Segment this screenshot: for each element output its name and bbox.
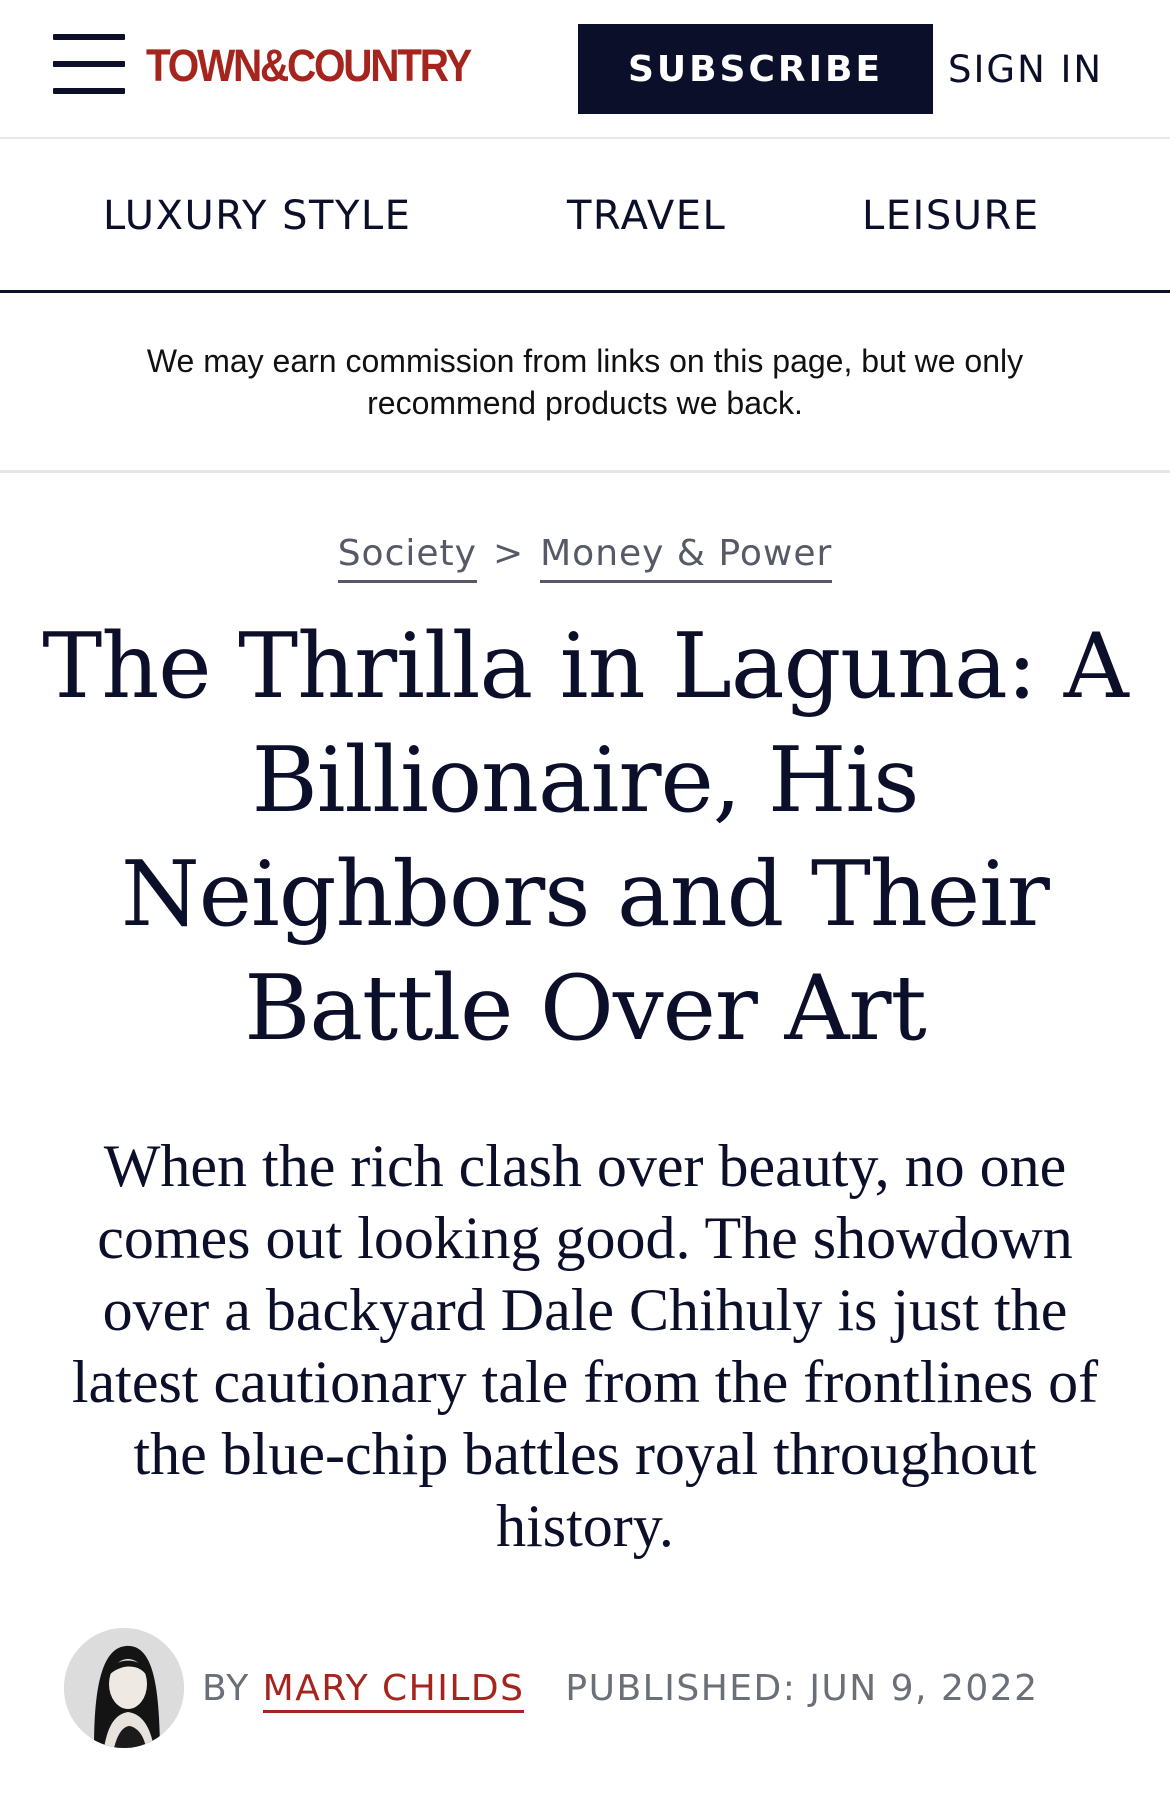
article-byline xyxy=(64,1628,1124,1750)
hamburger-menu-icon[interactable] xyxy=(53,34,127,98)
byline-text xyxy=(202,1662,1039,1716)
article-title: The Thrilla in Laguna: A Billionaire, His Neighbors and Their Battle Over Art xyxy=(42,614,1128,1061)
site-logo[interactable]: TOWN&COUNTRY xyxy=(146,40,470,91)
breadcrumb xyxy=(0,530,1170,585)
hamburger-line xyxy=(53,34,125,40)
article-dek: When the rich clash over beauty, no one comes out looking good. The showdown over a backyard Dale Chihuly is just the latest cautionary tale from the frontlines of the blue-chip battles royal throughout history. xyxy=(71,1133,1099,1559)
author-portrait-icon xyxy=(64,1628,184,1748)
site-header xyxy=(0,0,1170,139)
author-link[interactable]: MARY CHILDS xyxy=(263,1668,525,1713)
sign-in-link[interactable]: SIGN IN xyxy=(948,48,1104,91)
breadcrumb-item-society[interactable]: Society xyxy=(338,530,477,583)
disclaimer-text: We may earn commission from links on this page, but we only recommend products we back. xyxy=(146,342,1024,421)
breadcrumb-item-money-power[interactable]: Money & Power xyxy=(540,530,832,583)
hamburger-line xyxy=(53,88,125,94)
subscribe-button[interactable]: SUBSCRIBE xyxy=(578,24,933,114)
hamburger-line xyxy=(53,61,125,67)
byline-prefix: BY xyxy=(202,1668,250,1709)
nav-item-leisure[interactable]: LEISURE xyxy=(862,193,1040,239)
section-nav xyxy=(0,139,1170,293)
author-avatar[interactable] xyxy=(64,1628,184,1748)
nav-item-travel[interactable]: TRAVEL xyxy=(567,193,727,239)
breadcrumb-separator: > xyxy=(492,533,525,574)
published-date: PUBLISHED: JUN 9, 2022 xyxy=(565,1668,1039,1709)
affiliate-disclaimer xyxy=(0,293,1170,473)
nav-item-luxury-style[interactable]: LUXURY STYLE xyxy=(103,193,412,239)
